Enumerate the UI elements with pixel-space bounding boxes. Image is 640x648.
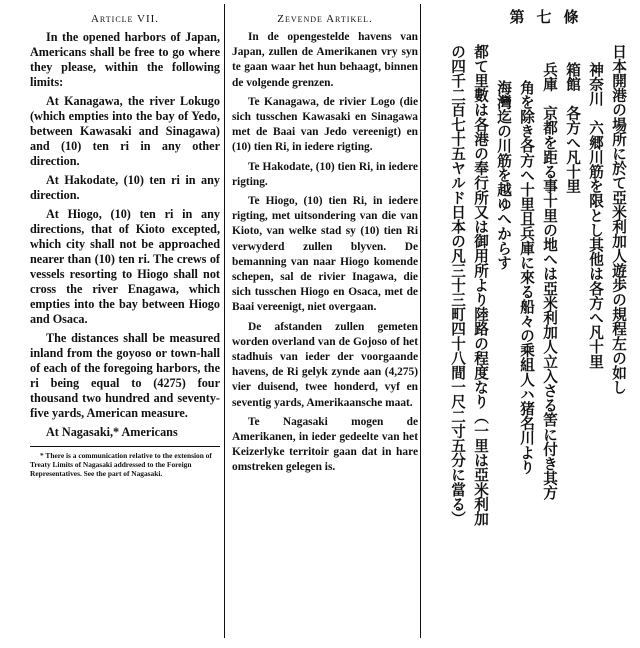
dutch-paragraph: Te Nagasaki mogen de Amerikanen, in ieder gedeelte van het Keizerlyke territoir gaan dat in hare omstreken gelegen is. bbox=[232, 415, 418, 474]
english-footnote: * There is a communication relative to the extension of Treaty Limits of Nagasaki addressed to the Foreign Representatives. See the part of Nagasaki. bbox=[30, 446, 220, 478]
japanese-line: 都て里數は各港の奉行所又は御用所より陸路の程度なり（一里は亞米利加 bbox=[472, 44, 489, 526]
japanese-line: 海灣迄の川筋を越ゆへからす bbox=[495, 80, 512, 270]
column-divider-left bbox=[224, 4, 225, 638]
dutch-paragraph: De afstanden zullen gemeten worden overland van de Gojoso of het stadhuis van ieder der voorgaande havens, de Ri gelyk zynde aan (4,275) vier duisend, twee honderd, vyf en seventig yards, Amerikaansche maat. bbox=[232, 320, 418, 409]
dutch-paragraph: In de opengestelde havens van Japan, zullen de Amerikanen vry syn te gaan waar het hun behaagt, binnen de volgende grenzen. bbox=[232, 31, 418, 89]
japanese-line: 箱館 各方へ凡十里 bbox=[564, 62, 581, 194]
dutch-text bbox=[232, 30, 418, 476]
english-paragraph: At Nagasaki,* Americans bbox=[46, 425, 178, 439]
japanese-text bbox=[448, 44, 628, 644]
english-text bbox=[30, 30, 220, 440]
japanese-line: 角を除き各方へ十里且兵庫に來る船々の乘組人ハ猪名川より bbox=[518, 80, 535, 475]
english-paragraph: At Hiogo, (10) ten ri in any directions, that of Kioto excepted, which city shall not be approached nearer than (10) ten ri. The crews of vessels resorting to Hiogo shall not cross the river Enagawa, which empties into the bay between Hiogo and Osaca. bbox=[30, 207, 220, 326]
japanese-line: 日本開港の場所に於て亞米利加人遊歩の規程左の如し bbox=[610, 44, 627, 395]
japanese-line: 兵庫 京都を距る事十里の地へは亞米利加人立入さる筈に付き其方 bbox=[541, 62, 558, 500]
dutch-paragraph: Te Kanagawa, de rivier Logo (die sich tusschen Kawasaki en Sinagawa met de Baai van Jedo vereenigt) en (10) tien Ri, in iedere rigting. bbox=[232, 95, 418, 154]
japanese-line: 神奈川 六郷川筋を限とし其他は各方へ凡十里 bbox=[587, 62, 604, 369]
dutch-paragraph: Te Hakodate, (10) tien Ri, in iedere rigting. bbox=[232, 160, 418, 188]
dutch-heading: Zevende Artikel. bbox=[277, 13, 373, 25]
english-heading: Article VII. bbox=[90, 13, 160, 25]
english-paragraph: The distances shall be measured inland from the goyoso or town-hall of each of the foregoing harbors, the ri being equal to (4275) four thousand two hundred and seventy-five yards, American measure. bbox=[30, 331, 220, 420]
english-column bbox=[30, 0, 220, 478]
english-paragraph: In the opened harbors of Japan, Americans shall be free to go where they please, within the following limits: bbox=[30, 30, 220, 89]
english-paragraph: At Hakodate, (10) ten ri in any direction. bbox=[30, 173, 220, 202]
dutch-column bbox=[232, 0, 418, 476]
english-paragraph: At Kanagawa, the river Lokugo (which empties into the bay of Yedo, between Kawasaki and Sinagawa) and (10) ten ri in any other direction. bbox=[30, 94, 220, 168]
japanese-column bbox=[424, 0, 638, 648]
column-divider-right bbox=[420, 4, 421, 638]
dutch-paragraph: Te Hiogo, (10) tien Ri, in iedere rigting, met uitsondering van die van Kioto, van welke stad sy (10) tien Ri verwyderd zullen blyven. De bemanning van naar Hiogo komende schepen, sal de rivier Inagawa, die sich tusschen Hiogo en Osaca, met de Baai vereenigt, niet overgaan. bbox=[232, 195, 418, 314]
japanese-heading: 第七條 bbox=[509, 8, 591, 26]
japanese-line: の四千二百七十五ヤルド日本の凡三十三町四十八間一尺二寸五分に當る） bbox=[449, 44, 466, 526]
